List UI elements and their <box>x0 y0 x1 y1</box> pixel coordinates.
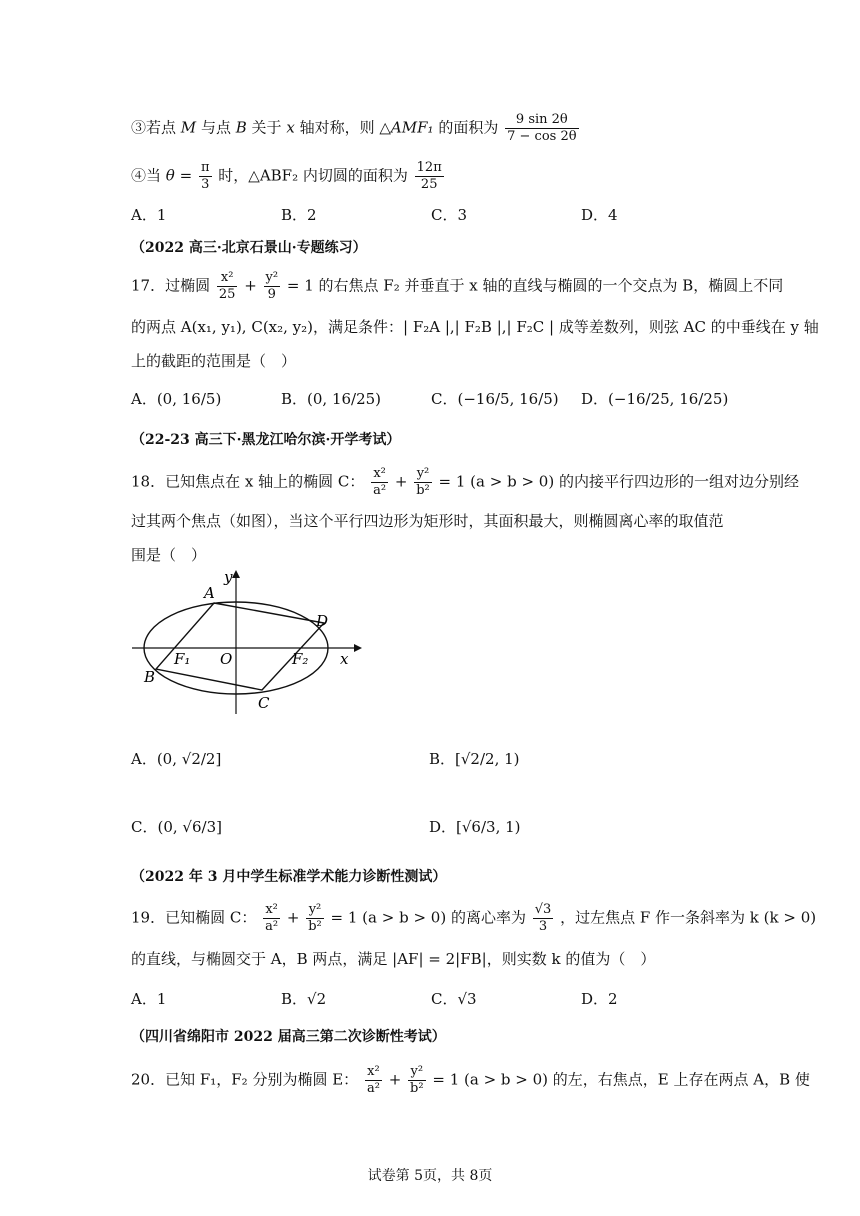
math-x: x <box>286 118 295 137</box>
option-c[interactable]: C．(−16/5, 16/5) <box>431 390 559 408</box>
page-footer: 试卷第 5页，共 8页 <box>367 1168 493 1184</box>
y-axis-arrow <box>232 570 240 578</box>
option-d[interactable]: D．[√6/3, 1) <box>429 818 521 836</box>
option-b[interactable]: B．(0, 16/25) <box>281 390 382 408</box>
source-17: （2022 高三·北京石景山·专题练习） <box>131 240 367 256</box>
label-f2: F₂ <box>292 650 309 668</box>
fraction: $\frac{\text{y²}}{\text{b²}}$ <box>308 902 322 934</box>
q19-options <box>131 988 731 1012</box>
label-c: C <box>258 694 270 712</box>
option-c[interactable]: C．3 <box>431 206 468 224</box>
option-a[interactable]: A．(0, 16/5) <box>131 390 222 408</box>
fraction: $\frac{\text{x²}}{\text{a²}}$ <box>265 902 279 934</box>
label-d: D <box>316 612 329 630</box>
label-x: x <box>340 650 349 668</box>
x-axis-arrow <box>354 644 362 652</box>
q16-item4: ④当 θ = $\frac{\pi}{3}$ 时，△ABF₂ 内切圆的面积为 $\frac{12\pi}{25}$ <box>131 160 442 192</box>
option-b[interactable]: B．2 <box>281 206 317 224</box>
q19-line2: 的直线，与椭圆交于 A，B 两点，满足 |AF| = 2|FB|，则实数 k 的值为（ ） <box>131 950 656 968</box>
parallelogram <box>156 603 324 690</box>
q18-line2: 过其两个焦点（如图），当这个平行四边形为矩形时，其面积最大，则椭圆离心率的取值范 <box>131 512 724 530</box>
math-amf1: △AMF₁ <box>379 118 434 137</box>
q17-options <box>131 388 731 412</box>
q18-options-row2 <box>131 816 731 840</box>
fraction: $\frac{\pi}{3}$ <box>200 160 210 192</box>
label-f1: F₁ <box>174 650 191 668</box>
source-19: （2022 年 3 月中学生标准学术能力诊断性测试） <box>131 869 447 885</box>
label-y: y <box>224 568 233 586</box>
fraction: $\frac{√3}{3}$ <box>534 902 552 934</box>
q19-line1: 19．已知椭圆 C： $\frac{\text{x²}}{\text{a²}}$ + $\frac{\text{y²}}{\text{b²}}$ = 1 (a > b > 0) 的离心率为 $\frac{√3}{3}$ ，过左焦点 F 作一条斜率为 k (k > 0) <box>131 902 817 934</box>
label-b: B <box>144 668 156 686</box>
fraction: $\frac{\text{x²}}{25}$ <box>218 270 236 302</box>
q20-line1: 20．已知 F₁，F₂ 分别为椭圆 E： $\frac{\text{x²}}{\text{a²}}$ + $\frac{\text{y²}}{\text{b²}}$ = 1 (a > b > 0) 的左，右焦点，E 上存在两点 A，B 使 <box>131 1064 810 1096</box>
ellipse-figure <box>128 566 368 716</box>
math-B: B <box>235 118 247 137</box>
fraction: $\frac{\text{x²}}{\text{a²}}$ <box>373 466 387 498</box>
option-d[interactable]: D．2 <box>581 990 618 1008</box>
q17-line3: 上的截距的范围是（ ） <box>131 352 297 370</box>
option-b[interactable]: B．[√2/2, 1) <box>429 750 520 768</box>
q16-item3: ③若点 M 与点 B 关于 x 轴对称，则 △AMF₁ 的面积为 $\frac{9 \sin 2\theta}{7 - \cos 2\theta}$ <box>131 112 577 144</box>
q16-options <box>131 204 731 228</box>
q18-line3: 围是（ ） <box>131 546 207 564</box>
label-a: A <box>204 584 215 602</box>
q18-line1: 18．已知焦点在 x 轴上的椭圆 C： $\frac{\text{x²}}{\text{a²}}$ + $\frac{\text{y²}}{\text{b²}}$ = 1 (a > b > 0) 的内接平行四边形的一组对边分别经 <box>131 466 799 498</box>
label-o: O <box>220 650 233 668</box>
option-a[interactable]: A．1 <box>131 206 167 224</box>
source-18: （22-23 高三下·黑龙江哈尔滨·开学考试） <box>131 432 401 448</box>
source-20: （四川省绵阳市 2022 届高三第二次诊断性考试） <box>131 1029 446 1045</box>
option-d[interactable]: D．4 <box>581 206 618 224</box>
q17-line2: 的两点 A(x₁, y₁), C(x₂, y₂)，满足条件：| F₂A |,| F₂B |,| F₂C | 成等差数列，则弦 AC 的中垂线在 y 轴 <box>131 318 819 336</box>
option-b[interactable]: B．√2 <box>281 990 327 1008</box>
option-d[interactable]: D．(−16/25, 16/25) <box>581 390 729 408</box>
fraction: $\frac{\text{x²}}{\text{a²}}$ <box>366 1064 380 1096</box>
fraction: $\frac{\text{y²}}{\text{b²}}$ <box>410 1064 424 1096</box>
fraction: $\frac{\text{y²}}{9}$ <box>265 270 279 302</box>
fraction: $\frac{12\pi}{25}$ <box>416 160 442 192</box>
option-a[interactable]: A．(0, √2/2] <box>131 750 222 768</box>
q17-line1: 17．过椭圆 $\frac{\text{x²}}{25}$ + $\frac{\text{y²}}{9}$ = 1 的右焦点 F₂ 并垂直于 x 轴的直线与椭圆的一个交点为 B，椭圆上不同 <box>131 270 784 302</box>
math-M: M <box>180 118 197 137</box>
fraction: $\frac{\text{y²}}{\text{b²}}$ <box>416 466 430 498</box>
option-a[interactable]: A．1 <box>131 990 167 1008</box>
fraction: $\frac{9 \sin 2\theta}{7 - \cos 2\theta}$ <box>507 112 577 144</box>
q18-options-row1 <box>131 748 731 772</box>
option-c[interactable]: C．(0, √6/3] <box>131 818 222 836</box>
option-c[interactable]: C．√3 <box>431 990 477 1008</box>
